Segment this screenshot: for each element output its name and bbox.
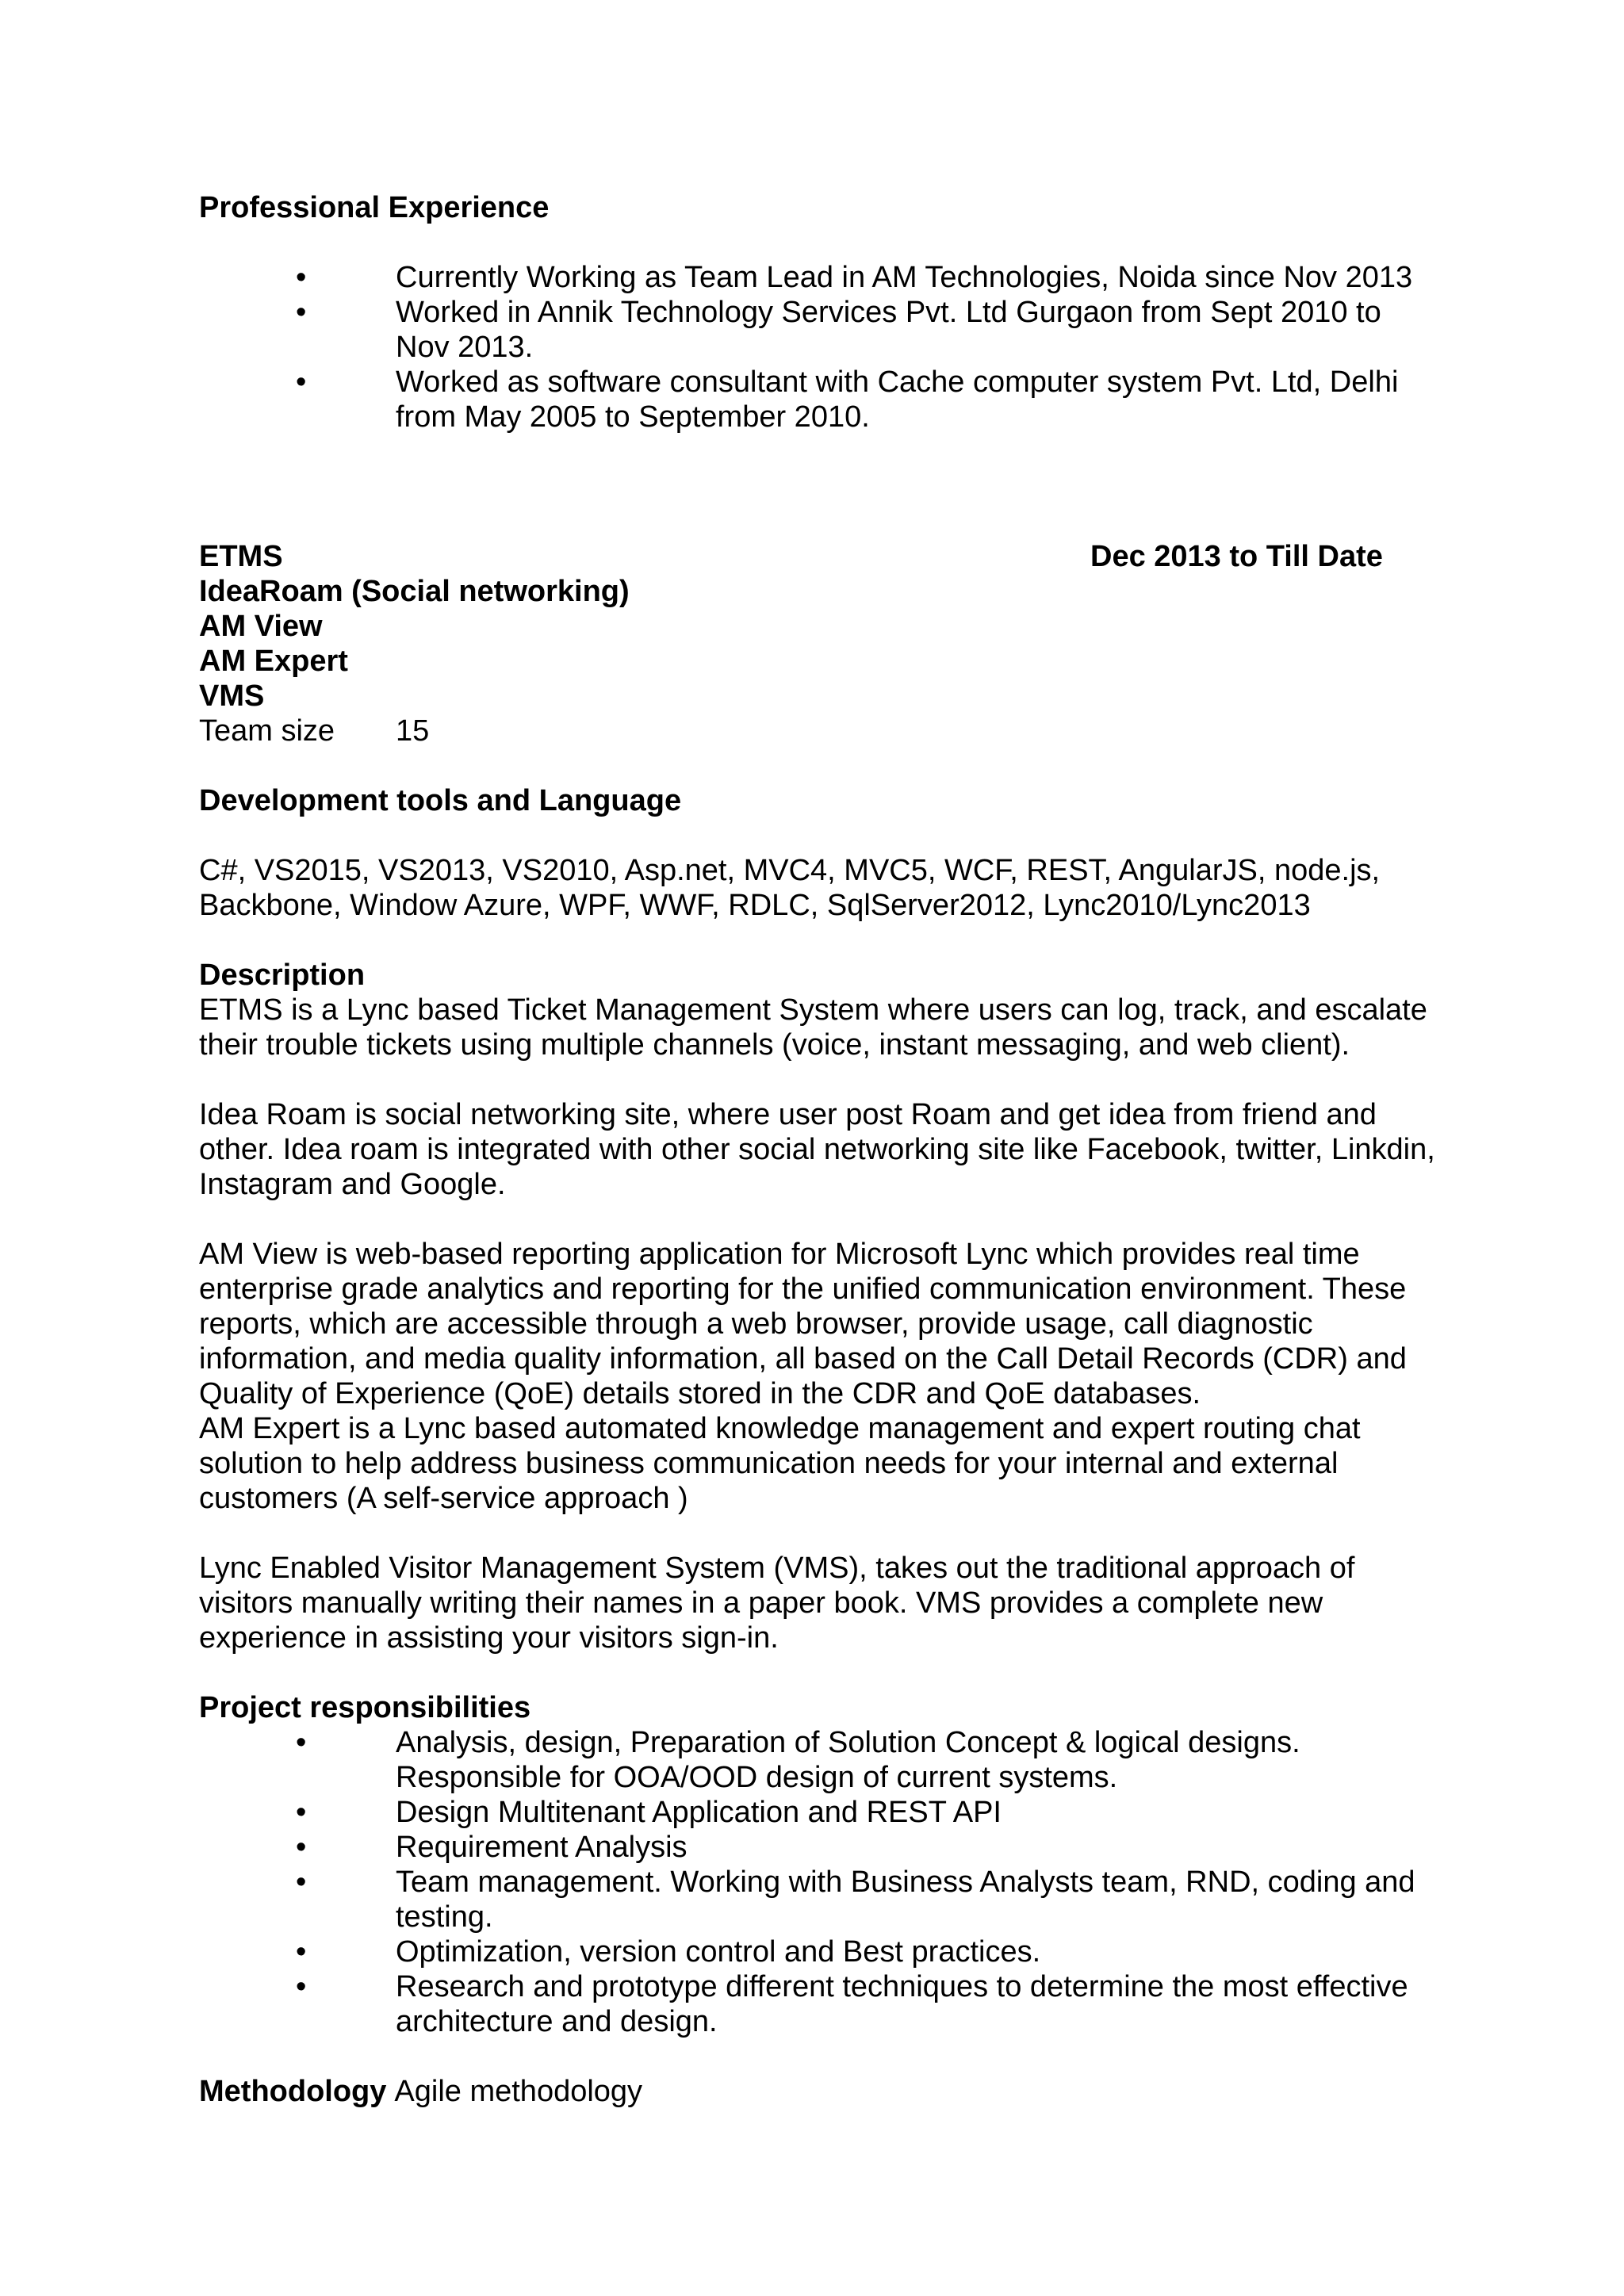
project-name-vms: VMS — [199, 679, 265, 713]
experience-list — [199, 260, 1436, 434]
experience-item: • Worked as software consultant with Cache computer system Pvt. Ltd, Delhi from May 2005 to September 2010. — [296, 365, 1399, 434]
bullet-icon: • — [296, 296, 307, 329]
methodology-row — [199, 2074, 1436, 2109]
bullet-icon: • — [296, 1970, 307, 2003]
project-date: Dec 2013 to Till Date — [1090, 540, 1383, 573]
project-title-row — [199, 539, 1436, 574]
responsibility-item: • Optimization, version control and Best practices. — [296, 1935, 1041, 1969]
responsibilities-heading: Project responsibilities — [199, 1691, 531, 1724]
description-heading: Description — [199, 959, 366, 992]
bullet-icon: • — [296, 1935, 307, 1969]
team-size-row — [199, 714, 1436, 748]
description-vms: Lync Enabled Visitor Management System (VMS), takes out the traditional approach of visitors manually writing their names in a paper book. VMS provides a complete new experience in assisting your visitors sign-in. — [199, 1552, 1355, 1655]
team-size-value: 15 — [396, 714, 430, 748]
team-size-label: Team size — [199, 714, 335, 748]
project-name-etms: ETMS — [199, 540, 283, 573]
responsibility-item: • Team management. Working with Business Analysts team, RND, coding and testing. — [296, 1866, 1415, 1934]
bullet-icon: • — [296, 1726, 307, 1759]
description-etms: ETMS is a Lync based Ticket Management System where users can log, track, and escalate their trouble tickets using multiple channels (voice, instant messaging, and web client). — [199, 993, 1427, 1062]
bullet-icon: • — [296, 365, 307, 399]
responsibility-item: • Design Multitenant Application and REST API — [296, 1796, 1002, 1829]
bullet-icon: • — [296, 261, 307, 294]
bullet-icon: • — [296, 1831, 307, 1864]
tools-text: C#, VS2015, VS2013, VS2010, Asp.net, MVC4, MVC5, WCF, REST, AngularJS, node.js, Backbone, Window Azure, WPF, WWF, RDLC, SqlServer2012, Lync2010/Lync2013 — [199, 854, 1381, 922]
responsibility-item: • Research and prototype different techniques to determine the most effective architecture and design. — [296, 1970, 1408, 2038]
page-content — [199, 190, 1436, 2109]
responsibilities-list — [199, 1725, 1436, 2039]
description-amexpert: AM Expert is a Lync based automated knowledge management and expert routing chat solution to help address business communication needs for your internal and external customers (A self-service approach ) — [199, 1412, 1361, 1515]
description-amview: AM View is web-based reporting application for Microsoft Lync which provides real time enterprise grade analytics and reporting for the unified communication environment. These reports, which are accessible through a web browser, provide usage, call diagnostic information, and media quality information, all based on the Call Detail Records (CDR) and Quality of Experience (QoE) details stored in the CDR and QoE databases. — [199, 1238, 1407, 1410]
tools-heading: Development tools and Language — [199, 784, 682, 817]
experience-item: • Currently Working as Team Lead in AM Technologies, Noida since Nov 2013 — [296, 261, 1413, 294]
experience-item: • Worked in Annik Technology Services Pvt. Ltd Gurgaon from Sept 2010 to Nov 2013. — [296, 296, 1381, 364]
project-name-amview: AM View — [199, 610, 323, 643]
project-name-amexpert: AM Expert — [199, 645, 348, 678]
methodology-label: Methodology — [199, 2075, 387, 2108]
methodology-value: Agile methodology — [394, 2075, 643, 2108]
bullet-icon: • — [296, 1866, 307, 1899]
bullet-icon: • — [296, 1796, 307, 1829]
project-name-idearoam: IdeaRoam (Social networking) — [199, 575, 630, 608]
experience-heading: Professional Experience — [199, 191, 550, 224]
responsibility-item: • Analysis, design, Preparation of Solution Concept & logical designs. Responsible for OOA/OOD design of current systems. — [296, 1726, 1300, 1794]
description-idearoam: Idea Roam is social networking site, where user post Roam and get idea from friend and other. Idea roam is integrated with other social networking site like Facebook, twitter, Linkdin, Instagram and Google. — [199, 1098, 1435, 1201]
responsibility-item: • Requirement Analysis — [296, 1831, 688, 1864]
